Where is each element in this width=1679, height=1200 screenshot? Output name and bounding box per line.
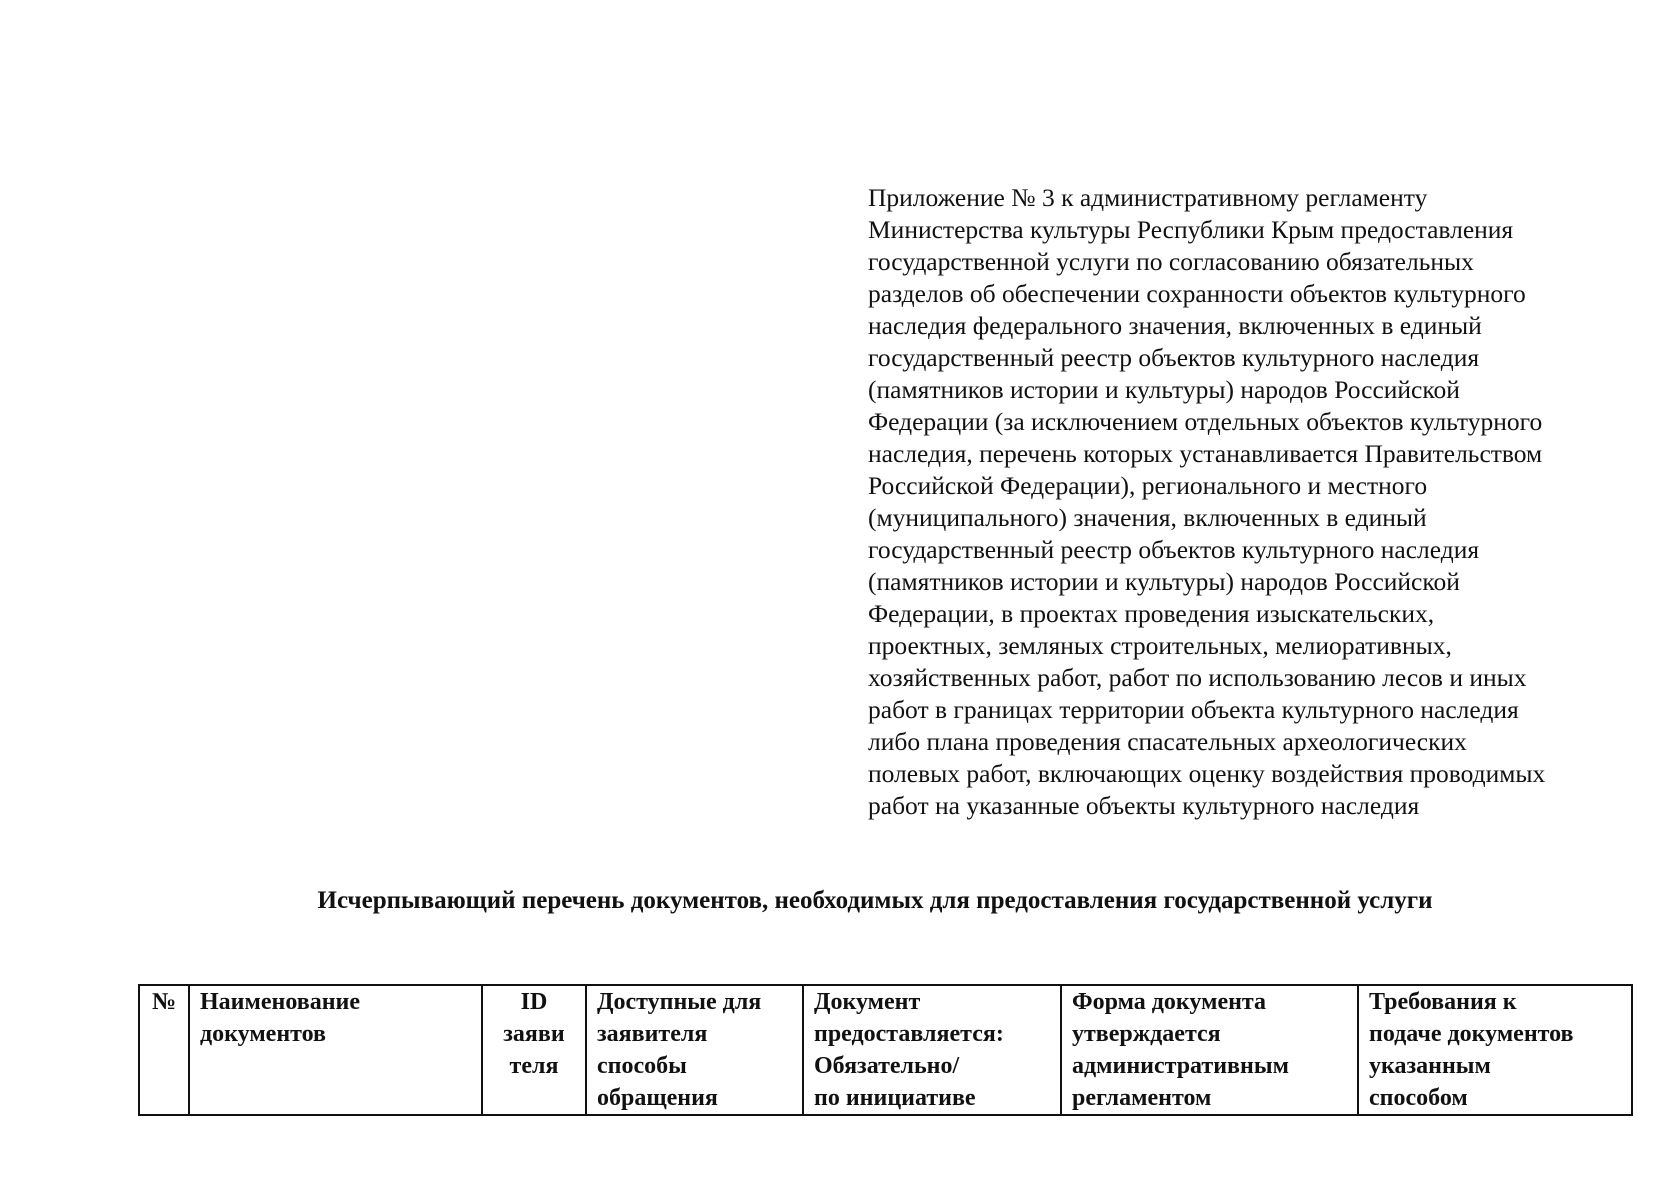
- header-applicant-id: [482, 985, 586, 1115]
- appendix-line: (муниципального) значения, включенных в единый: [868, 503, 1427, 532]
- appendix-line: (памятников истории и культуры) народов Российской: [868, 375, 1460, 404]
- header-form-approval: [1061, 985, 1358, 1115]
- header-access-methods: [586, 985, 803, 1115]
- header-document-name: [189, 985, 482, 1115]
- header-provision: [803, 985, 1061, 1115]
- header-text: документов: [200, 1021, 326, 1047]
- document-title: Исчерпывающий перечень документов, необходимых для предоставления государственной услуги: [317, 887, 1433, 914]
- header-text: способом: [1369, 1085, 1468, 1111]
- header-text: Доступные для: [597, 989, 762, 1015]
- appendix-line: работ на указанные объекты культурного наследия: [868, 791, 1420, 820]
- appendix-line: наследия федерального значения, включенных в единый: [868, 311, 1482, 340]
- appendix-line: разделов об обеспечении сохранности объектов культурного: [868, 279, 1526, 308]
- header-text: теля: [509, 1053, 559, 1079]
- header-text: подаче документов: [1369, 1021, 1574, 1047]
- header-text: Документ: [814, 989, 921, 1015]
- appendix-line: государственный реестр объектов культурного наследия: [868, 343, 1480, 372]
- appendix-line: хозяйственных работ, работ по использованию лесов и иных: [868, 663, 1527, 692]
- appendix-line: (памятников истории и культуры) народов Российской: [868, 567, 1460, 596]
- header-submission-requirements: [1358, 985, 1632, 1115]
- appendix-line: работ в границах территории объекта культурного наследия: [868, 695, 1519, 724]
- appendix-line: Российской Федерации), регионального и местного: [868, 471, 1428, 500]
- header-number: [139, 985, 189, 1115]
- appendix-reference: [868, 182, 1658, 822]
- appendix-line: государственной услуги по согласованию обязательных: [868, 247, 1474, 276]
- appendix-line: Федерации (за исключением отдельных объектов культурного: [868, 407, 1543, 436]
- header-text: регламентом: [1072, 1085, 1212, 1111]
- header-text: заяви: [503, 1021, 565, 1047]
- appendix-line: Министерства культуры Республики Крым предоставления: [868, 215, 1514, 244]
- appendix-line: наследия, перечень которых устанавливается Правительством: [868, 439, 1543, 468]
- appendix-line: государственный реестр объектов культурного наследия: [868, 535, 1480, 564]
- header-text: по инициативе: [814, 1085, 976, 1111]
- appendix-line: Приложение № 3 к административному регламенту: [868, 183, 1428, 212]
- header-text: обращения: [597, 1085, 718, 1111]
- header-text: Требования к: [1369, 989, 1517, 1015]
- appendix-line: полевых работ, включающих оценку воздействия проводимых: [868, 759, 1546, 788]
- header-text: Обязательно/: [814, 1053, 960, 1079]
- header-text: утверждается: [1072, 1021, 1221, 1047]
- table-header: [139, 985, 1632, 1115]
- header-text: административным: [1072, 1053, 1289, 1079]
- documents-table: [138, 984, 1633, 1116]
- table-header-row: [139, 985, 1632, 1115]
- header-text: указанным: [1369, 1053, 1491, 1079]
- header-text: предоставляется:: [814, 1021, 1004, 1047]
- appendix-line: Федерации, в проектах проведения изыскательских,: [868, 599, 1435, 628]
- header-text: Форма документа: [1072, 989, 1267, 1015]
- header-text: №: [151, 989, 177, 1015]
- header-text: Наименование: [200, 989, 360, 1015]
- header-text: способы: [597, 1053, 687, 1079]
- appendix-line: либо плана проведения спасательных археологических: [868, 727, 1467, 756]
- header-text: заявителя: [597, 1021, 708, 1047]
- appendix-line: проектных, земляных строительных, мелиоративных,: [868, 631, 1452, 660]
- header-text: ID: [520, 989, 548, 1015]
